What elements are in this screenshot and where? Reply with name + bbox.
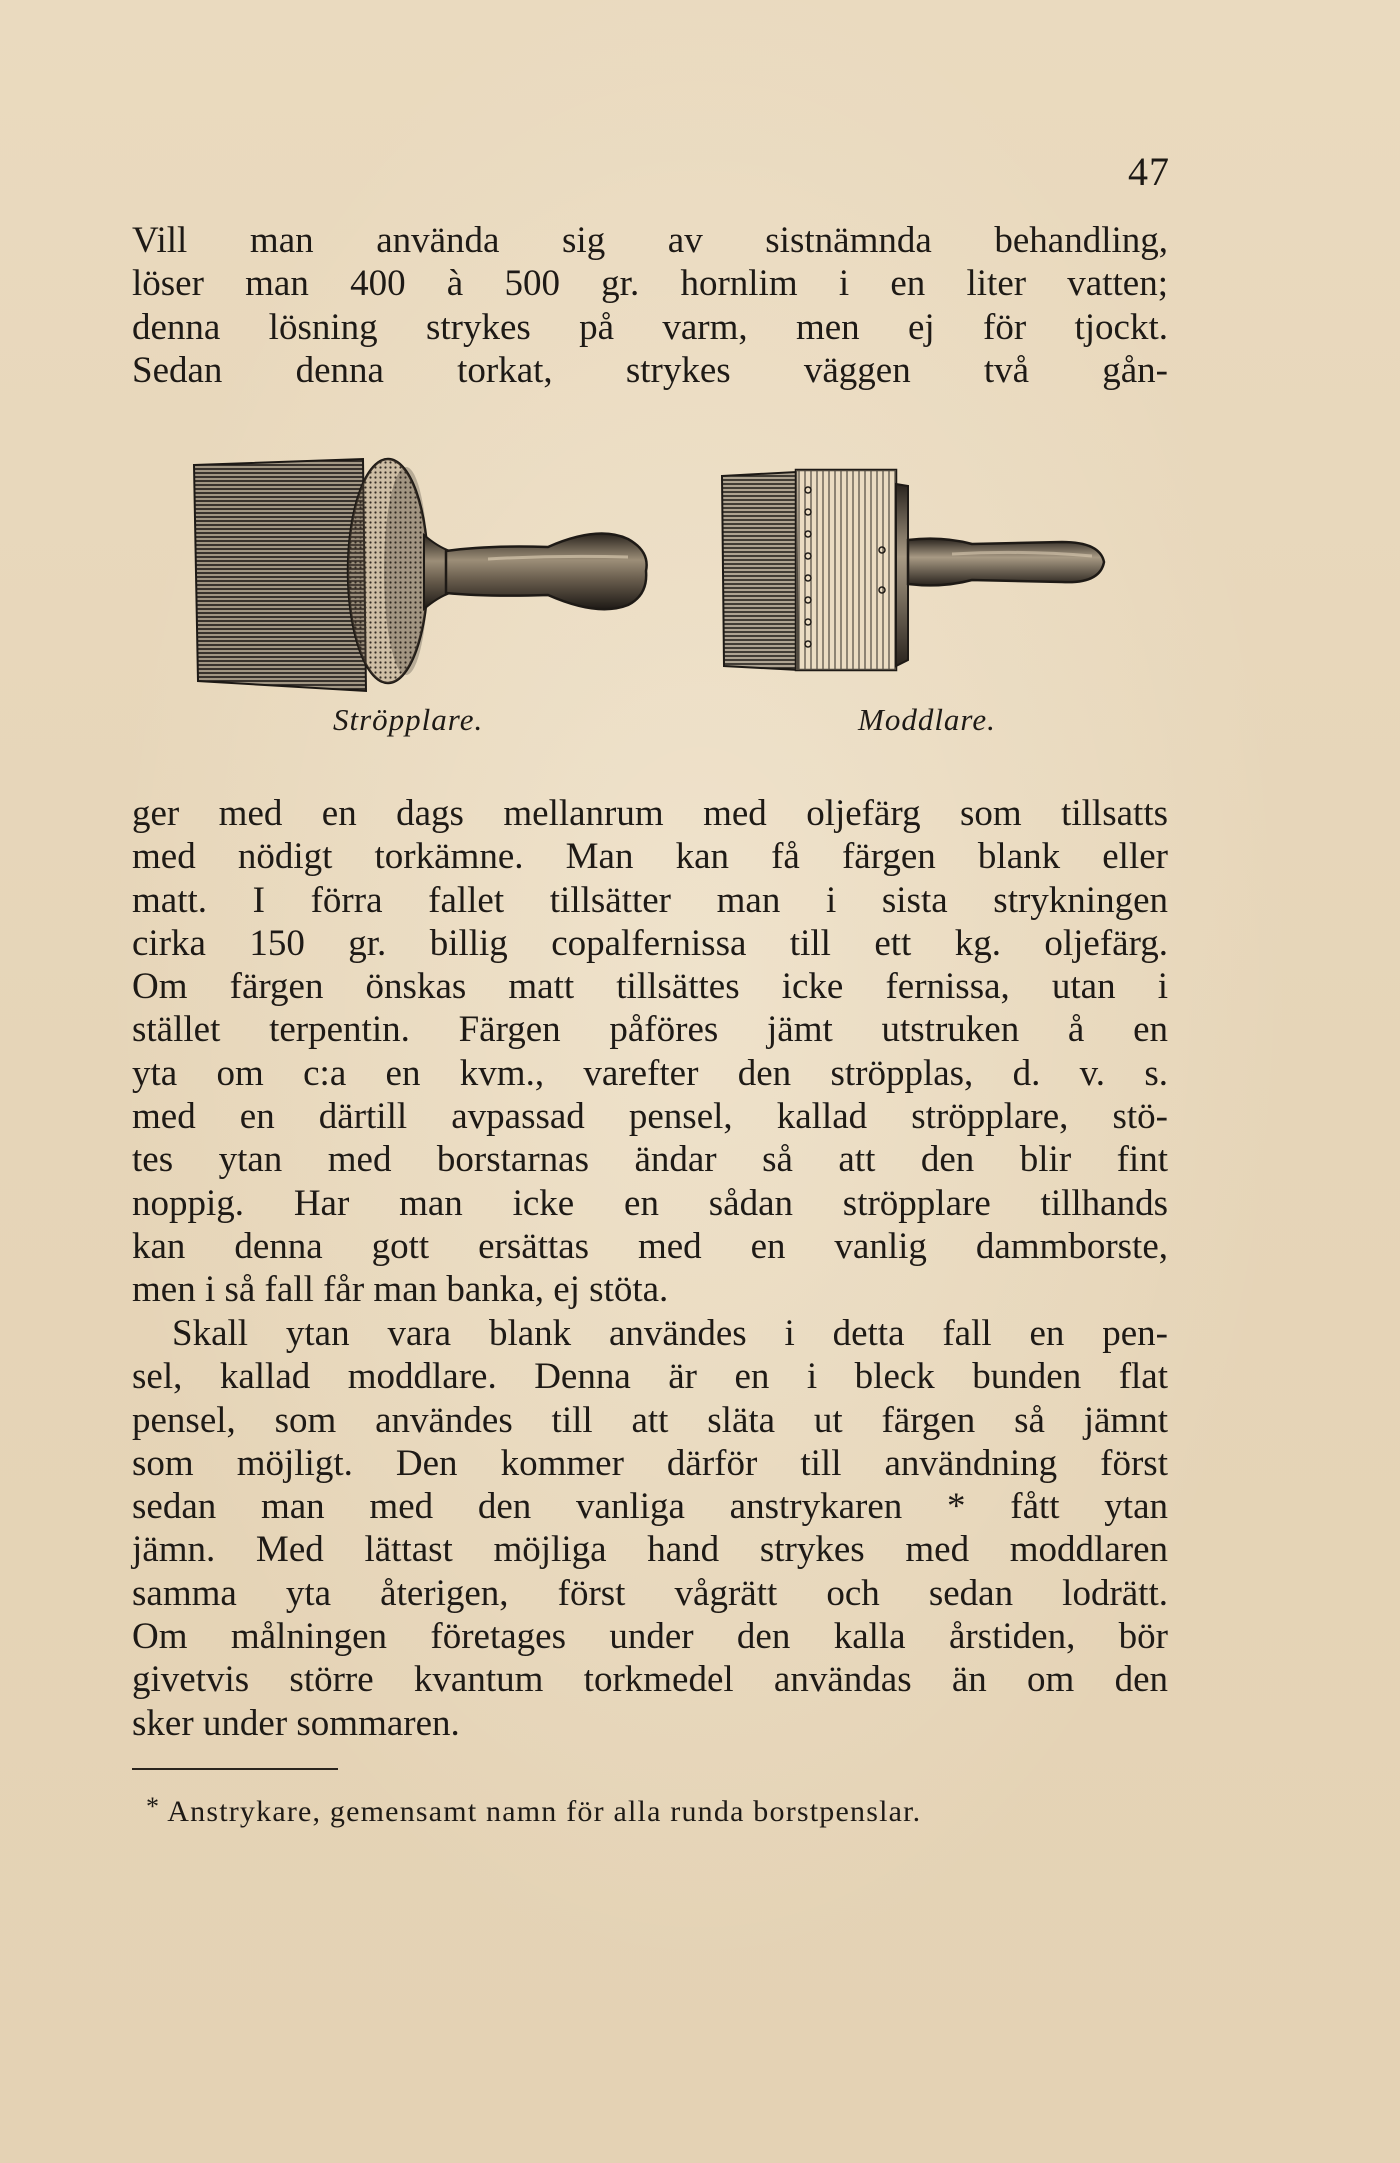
text-line: Sedan denna torkat, strykes väggen två gån-: [132, 349, 1168, 391]
text-line: samma yta återigen, först vågrätt och sedan lodrätt.: [132, 1572, 1168, 1614]
text-line: sel, kallad moddlare. Denna är en i bleck bunden flat: [132, 1356, 1168, 1398]
footnote-text: Anstrykare, gemensamt namn för alla runda borstpenslar.: [167, 1795, 922, 1828]
text-line: men i så fall får man banka, ej stöta.: [132, 1269, 669, 1311]
text-line: jämn. Med lättast möjliga hand strykes med moddlaren: [132, 1529, 1168, 1571]
text-line: pensel, som användes till att släta ut färgen så jämnt: [132, 1399, 1168, 1441]
right-figure-caption: Moddlare.: [858, 702, 996, 737]
text-line: yta om c:a en kvm., varefter den ströpplas, d. v. s.: [132, 1052, 1168, 1094]
left-figure-caption: Ströpplare.: [333, 702, 484, 737]
text-line: som möjligt. Den kommer därför till användning först: [132, 1442, 1168, 1484]
bottom-paragraph: [132, 1312, 1168, 1745]
text-line: Om färgen önskas matt tillsättes icke fernissa, utan i: [132, 966, 1168, 1008]
footnote-marker: *: [146, 1792, 161, 1821]
text-line: cirka 150 gr. billig copalfernissa till ett kg. oljefärg.: [132, 922, 1168, 964]
text-line: sker under sommaren.: [132, 1702, 460, 1744]
text-line: tes ytan med borstarnas ändar så att den blir fint: [132, 1139, 1168, 1181]
page-number: 47: [1128, 149, 1170, 194]
text-line: kan denna gott ersättas med en vanlig dammborste,: [132, 1225, 1168, 1267]
text-line: denna lösning strykes på varm, men ej för tjockt.: [132, 306, 1168, 348]
round-stippling-brush-illustration: [188, 455, 658, 695]
text-line: Vill man använda sig av sistnämnda behandling,: [132, 220, 1168, 261]
top-paragraph: [132, 219, 1168, 392]
text-line: med en därtill avpassad pensel, kallad ströpplare, stö-: [132, 1096, 1168, 1138]
text-line: Om målningen företages under den kalla årstiden, bör: [132, 1616, 1168, 1658]
text-line: med nödigt torkämne. Man kan få färgen blank eller: [132, 836, 1168, 878]
text-line: sedan man med den vanliga anstrykaren * fått ytan: [132, 1486, 1168, 1528]
text-line: löser man 400 à 500 gr. hornlim i en liter vatten;: [132, 263, 1168, 305]
text-line: matt. I förra fallet tillsätter man i sista strykningen: [132, 879, 1168, 921]
flat-bound-brush-illustration: [712, 430, 1112, 690]
middle-paragraph: [132, 792, 1168, 1312]
text-line: ger med en dags mellanrum med oljefärg som tillsatts: [132, 793, 1168, 834]
text-line: noppig. Har man icke en sådan ströpplare tillhands: [132, 1182, 1168, 1224]
footnote-divider: [132, 1768, 338, 1770]
text-line: Skall ytan vara blank användes i detta fall en pen-: [172, 1313, 1168, 1354]
footnote: [146, 1787, 1168, 1832]
text-line: stället terpentin. Färgen påföres jämt utstruken å en: [132, 1009, 1168, 1051]
text-line: givetvis större kvantum torkmedel användas än om den: [132, 1659, 1168, 1701]
